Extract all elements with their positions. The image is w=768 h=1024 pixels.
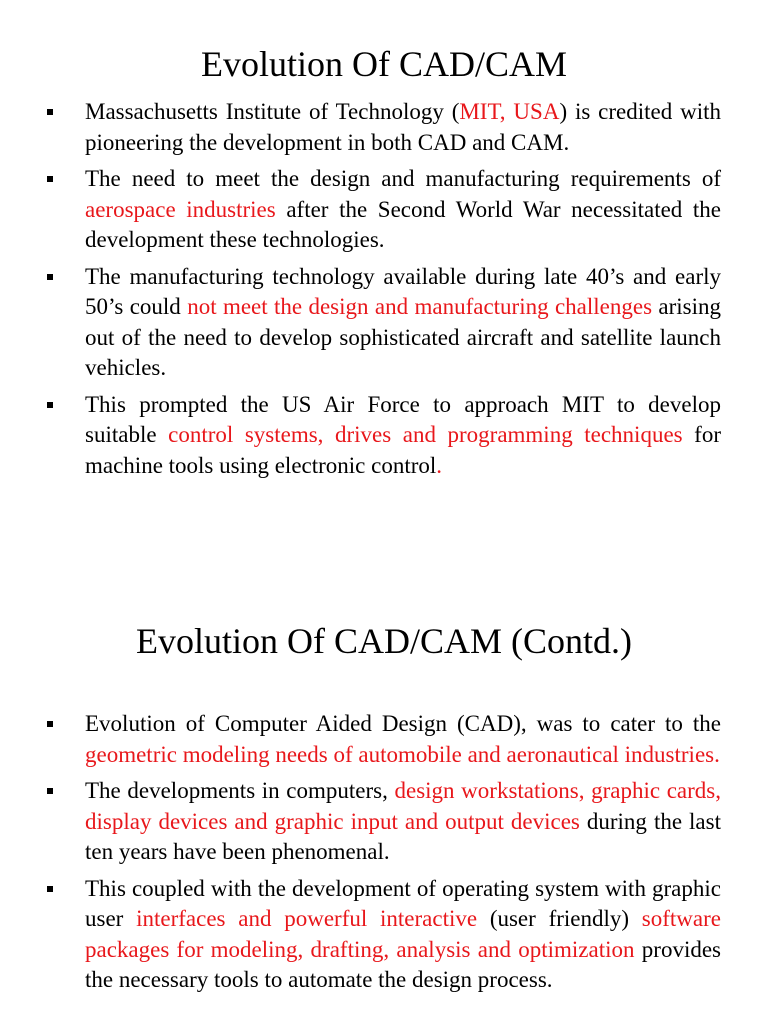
slide-title: Evolution Of CAD/CAM <box>200 44 567 84</box>
square-bullet-icon <box>47 788 53 794</box>
bullet-item <box>0 776 768 868</box>
body-text: The manufacturing technology available during late 40’s and early 50’s could <box>85 263 721 319</box>
square-bullet-icon <box>47 176 53 182</box>
body-text: The need to meet the design and manufacturing requirements of <box>85 166 721 191</box>
square-bullet-icon <box>47 886 53 892</box>
body-text: for machine tools using electronic control <box>85 422 721 478</box>
bullet-item <box>0 97 768 158</box>
body-text: arising out of the need to develop sophisticated aircraft and satellite launch vehicles. <box>85 294 721 380</box>
square-bullet-icon <box>47 402 53 408</box>
square-bullet-icon <box>47 274 53 280</box>
bullet-item <box>0 164 768 256</box>
body-text: (user friendly) <box>477 906 642 931</box>
body-text: ) is credited with pioneering the development in both CAD and CAM. <box>85 99 721 155</box>
slide-2 <box>0 600 768 1024</box>
highlighted-text: interfaces and powerful interactive <box>136 906 478 931</box>
bullet-list <box>0 97 768 481</box>
highlighted-text: design workstations, graphic cards, display devices and graphic input and output devices <box>85 778 722 834</box>
highlighted-text: geometric modeling needs of automobile and aeronautical industries. <box>85 741 720 767</box>
highlighted-text: MIT, USA <box>459 99 560 124</box>
bullet-list <box>0 709 768 996</box>
slide-title: Evolution Of CAD/CAM (Contd.) <box>135 621 632 661</box>
highlighted-text: . <box>436 452 443 478</box>
body-text: The developments in computers, <box>85 778 395 803</box>
bullet-item <box>0 390 768 482</box>
body-text: Massachusetts Institute of Technology ( <box>85 99 460 124</box>
highlighted-text: control systems, drives and programming techniques <box>168 422 683 447</box>
body-text: during the last ten years have been phenomenal. <box>85 808 721 864</box>
bullet-item <box>0 874 768 996</box>
body-text: provides the necessary tools to automate the design process. <box>85 936 721 992</box>
bullet-item <box>0 262 768 384</box>
body-text: Evolution of Computer Aided Design (CAD), was to cater to the <box>85 711 721 736</box>
bullet-item <box>0 709 768 770</box>
body-text: after the Second World War necessitated the development these technologies. <box>85 196 722 252</box>
highlighted-text: aerospace industries <box>85 196 276 222</box>
body-text: This coupled with the development of operating system with graphic user <box>85 875 721 931</box>
body-text: This prompted the US Air Force to approach MIT to develop suitable <box>85 391 721 447</box>
square-bullet-icon <box>47 109 53 115</box>
highlighted-text: not meet the design and manufacturing challenges <box>187 294 653 319</box>
square-bullet-icon <box>47 721 53 727</box>
highlighted-text: software packages for modeling, drafting, analysis and optimization <box>85 906 721 962</box>
